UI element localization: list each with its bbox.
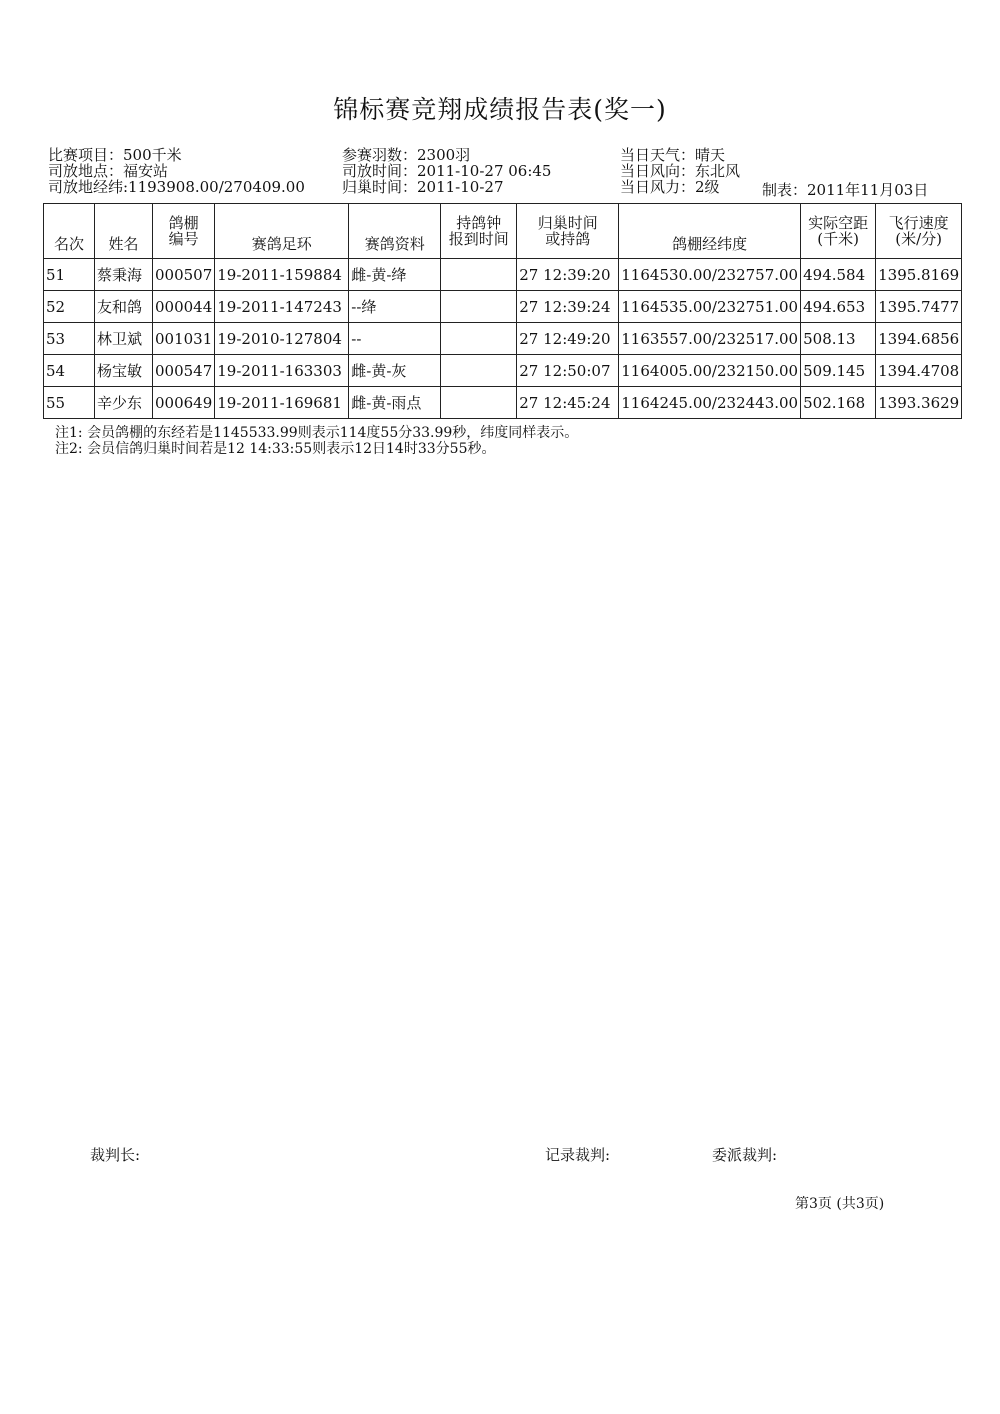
column-header-text: (米/分) — [895, 230, 943, 248]
column-header-text: 编号 — [168, 230, 199, 248]
table-cell: 27 12:49:20 — [517, 323, 619, 355]
column-header — [876, 204, 962, 259]
table-cell: 52 — [44, 291, 95, 323]
table-cell: 27 12:39:24 — [517, 291, 619, 323]
table-cell: 杨宝敏 — [95, 355, 153, 387]
column-header-text: 持鸽钟 — [456, 214, 502, 232]
table-cell: 000044 — [153, 291, 215, 323]
table-cell: 502.168 — [801, 387, 876, 419]
column-header-text: 鸽棚 — [168, 214, 199, 232]
meta-release-time: 司放时间：2011-10-27 06:45 — [342, 162, 552, 180]
table-cell: 19-2011-159884 — [215, 259, 349, 291]
column-header — [153, 204, 215, 259]
table-cell: 55 — [44, 387, 95, 419]
report-title: 锦标赛竞翔成绩报告表(奖一) — [333, 95, 667, 124]
table-header-row — [44, 204, 962, 259]
meta-release-coords: 司放地经纬:1193908.00/270409.00 — [48, 178, 305, 196]
meta-column-3 — [620, 147, 740, 195]
table-cell: 27 12:50:07 — [517, 355, 619, 387]
table-cell: 19-2011-147243 — [215, 291, 349, 323]
table-cell: 1393.3629 — [876, 387, 962, 419]
column-header — [801, 204, 876, 259]
table-cell: 林卫斌 — [95, 323, 153, 355]
table-cell — [441, 259, 517, 291]
table-cell: 雌-黄-灰 — [349, 355, 441, 387]
table-cell: 友和鸽 — [95, 291, 153, 323]
column-header — [95, 204, 153, 259]
table-cell: 494.584 — [801, 259, 876, 291]
footnotes — [55, 425, 578, 457]
chief-referee-label: 裁判长: — [90, 1146, 141, 1164]
column-header — [215, 204, 349, 259]
column-header — [441, 204, 517, 259]
table-cell: 51 — [44, 259, 95, 291]
column-header-text: 姓名 — [108, 235, 139, 253]
table-cell: 1163557.00/232517.00 — [619, 323, 801, 355]
table-cell: 508.13 — [801, 323, 876, 355]
table-cell: 000507 — [153, 259, 215, 291]
table-cell: 蔡秉海 — [95, 259, 153, 291]
column-header-text: 或持鸽 — [545, 230, 591, 248]
table-cell: 54 — [44, 355, 95, 387]
meta-prepared-date: 制表：2011年11月03日 — [762, 181, 929, 199]
table-cell: 000649 — [153, 387, 215, 419]
footnote-2: 注2: 会员信鸽归巢时间若是12 14:33:55则表示12日14时33分55秒。 — [55, 441, 496, 457]
table-cell — [441, 291, 517, 323]
column-header-text: 飞行速度 — [888, 214, 949, 232]
column-header-text: 名次 — [53, 235, 84, 253]
table-row — [44, 259, 962, 291]
table-cell: 雌-黄-绛 — [349, 259, 441, 291]
column-header-text: (千米) — [817, 230, 859, 248]
table-cell — [441, 355, 517, 387]
recorder-referee-label: 记录裁判: — [545, 1146, 611, 1164]
delegate-referee-label: 委派裁判: — [712, 1146, 778, 1164]
table-cell: 19-2010-127804 — [215, 323, 349, 355]
column-header-text: 赛鸽足环 — [251, 235, 312, 253]
meta-entry-count: 参赛羽数：2300羽 — [342, 146, 471, 164]
table-cell: 1164245.00/232443.00 — [619, 387, 801, 419]
table-cell: 1164535.00/232751.00 — [619, 291, 801, 323]
column-header-text: 实际空距 — [808, 214, 869, 232]
results-table — [43, 203, 962, 419]
column-header-text: 归巢时间 — [537, 214, 598, 232]
table-cell: 辛少东 — [95, 387, 153, 419]
table-cell: 1394.4708 — [876, 355, 962, 387]
table-cell: 509.145 — [801, 355, 876, 387]
table-cell: 494.653 — [801, 291, 876, 323]
meta-column-2 — [342, 147, 551, 195]
meta-race-item: 比赛项目：500千米 — [48, 146, 182, 164]
footnote-1: 注1: 会员鸽棚的东经若是1145533.99则表示114度55分33.99秒，纬度同样表示。 — [55, 425, 579, 441]
table-cell: 27 12:39:20 — [517, 259, 619, 291]
column-header-text: 鸽棚经纬度 — [672, 235, 748, 253]
table-cell: 19-2011-169681 — [215, 387, 349, 419]
table-cell: 1164005.00/232150.00 — [619, 355, 801, 387]
column-header — [44, 204, 95, 259]
meta-wind-force: 当日风力：2级 — [620, 178, 720, 196]
meta-wind-direction: 当日风向：东北风 — [620, 162, 741, 180]
table-row — [44, 291, 962, 323]
meta-column-1 — [48, 147, 305, 195]
table-cell: 1395.7477 — [876, 291, 962, 323]
table-cell: 000547 — [153, 355, 215, 387]
table-cell: 1164530.00/232757.00 — [619, 259, 801, 291]
table-cell — [441, 323, 517, 355]
meta-weather: 当日天气：晴天 — [620, 146, 726, 164]
column-header-text: 赛鸽资料 — [364, 235, 425, 253]
column-header — [517, 204, 619, 259]
column-header-text: 报到时间 — [448, 230, 509, 248]
table-cell: 雌-黄-雨点 — [349, 387, 441, 419]
meta-release-site: 司放地点：福安站 — [48, 162, 169, 180]
page-number: 第3页 (共3页) — [795, 1196, 885, 1212]
table-cell: -- — [349, 323, 441, 355]
table-row — [44, 323, 962, 355]
table-row — [44, 355, 962, 387]
table-cell: 53 — [44, 323, 95, 355]
table-cell — [441, 387, 517, 419]
table-row — [44, 387, 962, 419]
table-cell: 27 12:45:24 — [517, 387, 619, 419]
table-cell: 1395.8169 — [876, 259, 962, 291]
table-cell: --绛 — [349, 291, 441, 323]
column-header — [349, 204, 441, 259]
table-cell: 001031 — [153, 323, 215, 355]
table-cell: 19-2011-163303 — [215, 355, 349, 387]
table-body — [44, 259, 962, 419]
table-cell: 1394.6856 — [876, 323, 962, 355]
meta-return-time: 归巢时间：2011-10-27 — [342, 178, 504, 196]
column-header — [619, 204, 801, 259]
